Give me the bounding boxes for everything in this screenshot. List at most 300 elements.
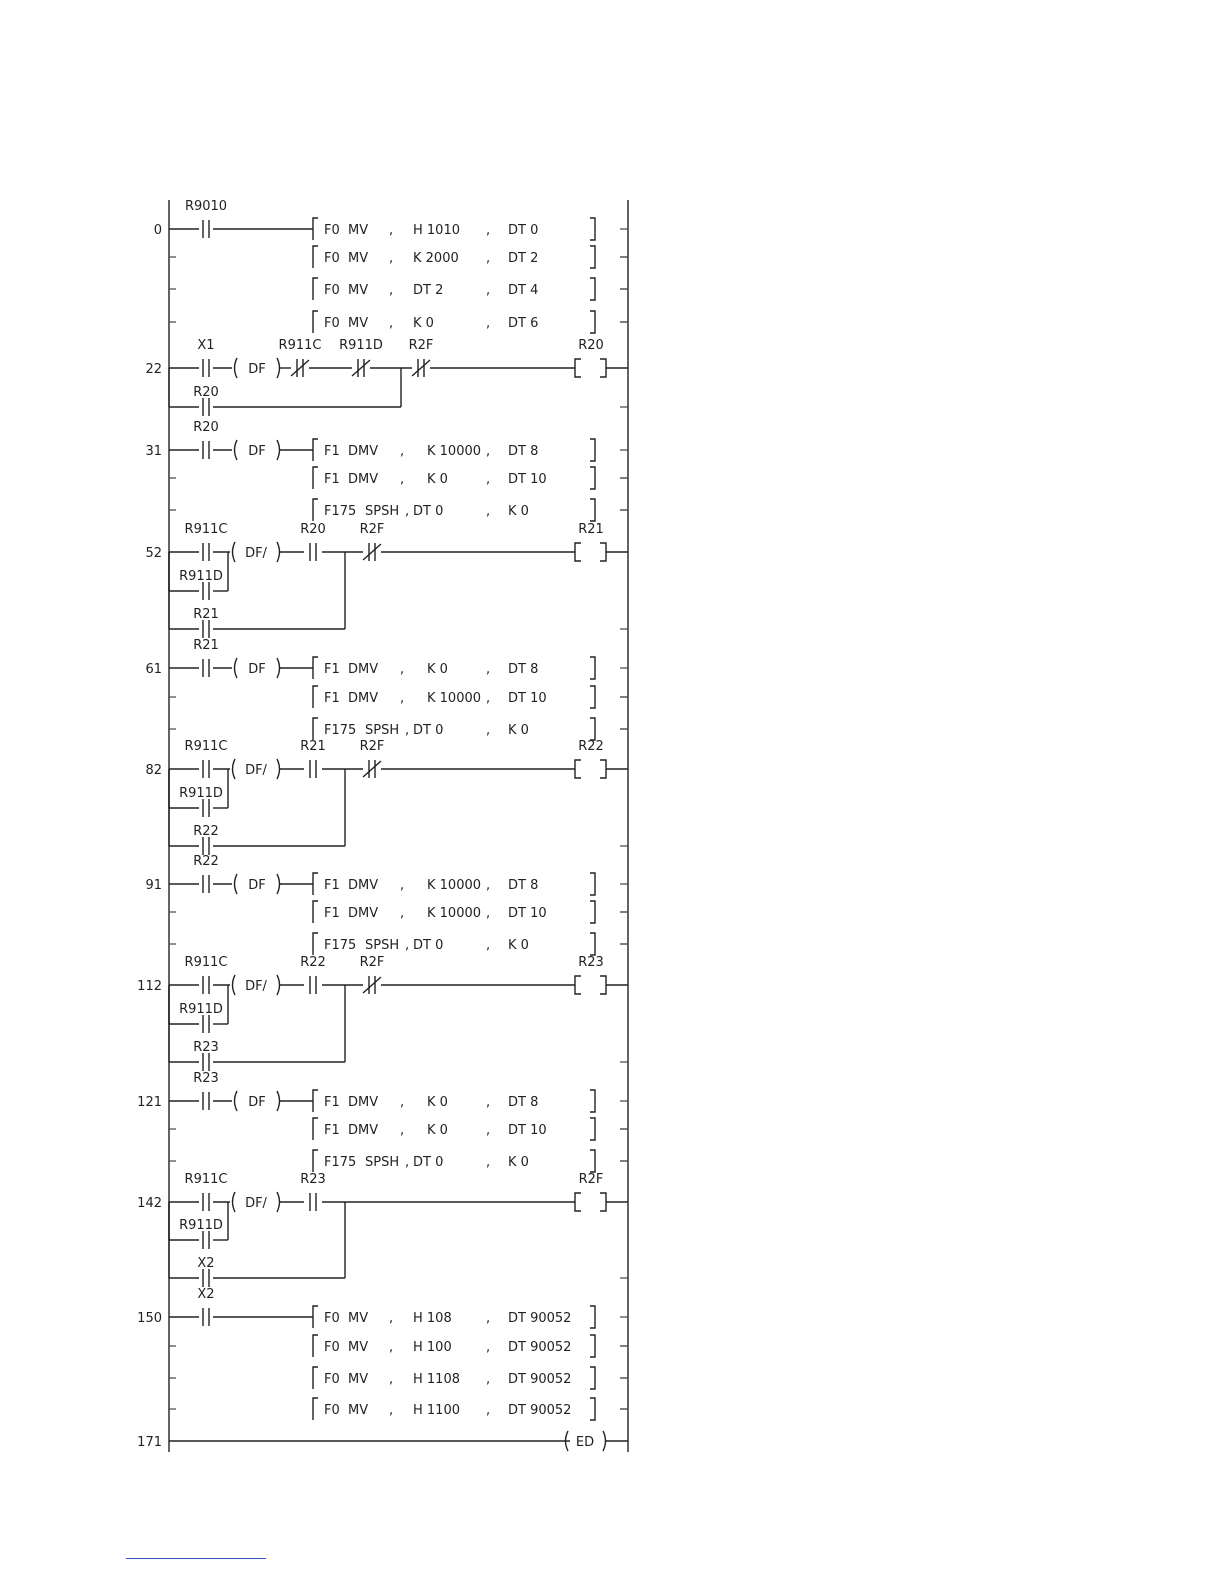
df-label: DF <box>248 878 266 893</box>
separator: , <box>405 938 410 953</box>
coil-left <box>575 976 581 994</box>
series-contact-label: R2F <box>359 522 385 537</box>
instr-bracket-right <box>590 1118 595 1140</box>
instr-function: F175 <box>324 723 357 738</box>
instr-bracket-right <box>590 1150 595 1172</box>
instr-operand-a: DT 0 <box>413 723 444 738</box>
instr-bracket-left <box>313 218 318 240</box>
coil-left <box>575 760 581 778</box>
separator: , <box>389 223 394 238</box>
instruction-0 <box>313 1306 628 1328</box>
instr-bracket-left <box>313 278 318 300</box>
separator: , <box>486 1340 491 1355</box>
footnote-rule <box>126 1558 266 1559</box>
instr-operand-a: K 0 <box>427 662 448 677</box>
instruction-3 <box>313 311 628 333</box>
instr-operator: SPSH <box>365 938 400 953</box>
contact-label: X2 <box>197 1287 215 1302</box>
instr-operand-a: H 108 <box>413 1311 452 1326</box>
instr-bracket-right <box>590 1367 595 1389</box>
separator: , <box>389 1403 394 1418</box>
separator: , <box>486 878 491 893</box>
no-contact <box>203 1015 209 1033</box>
instr-operand-b: DT 4 <box>508 283 539 298</box>
df-label: DF/ <box>245 546 267 561</box>
separator: , <box>486 1372 491 1387</box>
df-label: DF/ <box>245 1196 267 1211</box>
separator: , <box>400 691 405 706</box>
instr-bracket-left <box>313 1306 318 1328</box>
instruction-1 <box>313 1335 628 1357</box>
rung-121 <box>137 1071 628 1172</box>
separator: , <box>389 1311 394 1326</box>
right-paren <box>277 542 280 562</box>
instr-operand-b: DT 10 <box>508 472 547 487</box>
contact-label: R22 <box>193 854 219 869</box>
separator: , <box>405 504 410 519</box>
instr-bracket-right <box>590 278 595 300</box>
instr-function: F1 <box>324 444 340 459</box>
instr-operand-b: DT 0 <box>508 223 539 238</box>
step-number: 121 <box>137 1095 162 1110</box>
separator: , <box>486 1311 491 1326</box>
instr-operator: DMV <box>348 906 379 921</box>
instr-function: F0 <box>324 1311 340 1326</box>
instr-bracket-right <box>590 499 595 521</box>
step-number: 171 <box>137 1435 162 1450</box>
instr-function: F0 <box>324 316 340 331</box>
instr-operand-b: DT 10 <box>508 691 547 706</box>
instr-operand-b: DT 90052 <box>508 1372 572 1387</box>
instr-bracket-left <box>313 1090 318 1112</box>
separator: , <box>486 906 491 921</box>
contact-label: R911C <box>184 739 228 754</box>
rung-112 <box>137 955 628 1071</box>
instr-operand-a: K 10000 <box>427 691 482 706</box>
instruction-2 <box>313 1367 628 1389</box>
instr-function: F0 <box>324 223 340 238</box>
instr-operator: MV <box>348 283 369 298</box>
separator: , <box>400 1095 405 1110</box>
instr-operator: MV <box>348 316 369 331</box>
step-number: 150 <box>137 1311 162 1326</box>
instruction-0 <box>313 218 628 240</box>
parallel-contact-label: R911D <box>179 786 223 801</box>
no-contact <box>203 1193 209 1211</box>
no-contact <box>310 543 316 561</box>
series-contact-label: R2F <box>408 338 434 353</box>
instr-function: F1 <box>324 691 340 706</box>
instr-operand-b: K 0 <box>508 723 529 738</box>
nc-contact <box>363 543 381 561</box>
separator: , <box>486 723 491 738</box>
rung-52 <box>145 522 628 638</box>
no-contact <box>203 543 209 561</box>
instr-function: F0 <box>324 1403 340 1418</box>
contact-slash <box>412 360 430 376</box>
instr-operator: MV <box>348 1311 369 1326</box>
instruction-2 <box>313 933 628 955</box>
left-paren <box>235 1091 238 1111</box>
instr-operator: DMV <box>348 878 379 893</box>
seal-contact-label: X2 <box>197 1256 215 1271</box>
seal-contact-label: R22 <box>193 824 219 839</box>
nc-contact <box>352 359 370 377</box>
separator: , <box>486 1403 491 1418</box>
instr-operand-a: H 1108 <box>413 1372 460 1387</box>
instr-operator: MV <box>348 223 369 238</box>
instr-function: F175 <box>324 1155 357 1170</box>
instruction-2 <box>313 1150 628 1172</box>
right-paren <box>277 975 280 995</box>
separator: , <box>389 316 394 331</box>
instr-bracket-right <box>590 718 595 740</box>
instr-bracket-right <box>590 933 595 955</box>
no-contact <box>203 1092 209 1110</box>
no-contact <box>203 659 209 677</box>
series-contact-label: R23 <box>300 1172 326 1187</box>
instr-bracket-right <box>590 246 595 268</box>
instr-function: F1 <box>324 1123 340 1138</box>
separator: , <box>486 251 491 266</box>
no-contact <box>203 220 209 238</box>
instr-function: F0 <box>324 1372 340 1387</box>
instr-operand-a: DT 2 <box>413 283 444 298</box>
instr-operator: DMV <box>348 1123 379 1138</box>
series-contact-label: R20 <box>300 522 326 537</box>
rung-61 <box>145 638 628 740</box>
separator: , <box>389 1372 394 1387</box>
instr-operand-b: DT 10 <box>508 906 547 921</box>
instr-bracket-left <box>313 933 318 955</box>
instr-operand-a: K 0 <box>427 1095 448 1110</box>
instr-bracket-right <box>590 311 595 333</box>
instruction-1 <box>313 467 628 489</box>
instr-operand-b: DT 90052 <box>508 1340 572 1355</box>
coil-left <box>575 1193 581 1211</box>
instr-operand-b: DT 8 <box>508 1095 539 1110</box>
coil-right <box>600 543 606 561</box>
no-contact <box>203 359 209 377</box>
end-label: ED <box>575 1435 595 1450</box>
contact-label: R23 <box>193 1071 219 1086</box>
instr-operand-b: K 0 <box>508 938 529 953</box>
instr-function: F0 <box>324 283 340 298</box>
separator: , <box>389 251 394 266</box>
separator: , <box>486 223 491 238</box>
instruction-1 <box>313 246 628 268</box>
separator: , <box>486 504 491 519</box>
instr-bracket-left <box>313 1398 318 1420</box>
instr-operator: MV <box>348 1372 369 1387</box>
separator: , <box>400 1123 405 1138</box>
contact-slash <box>352 360 370 376</box>
instr-bracket-right <box>590 218 595 240</box>
nc-contact <box>363 760 381 778</box>
series-contact-label: R2F <box>359 955 385 970</box>
coil-right <box>600 359 606 377</box>
instr-bracket-right <box>590 439 595 461</box>
no-contact <box>310 1193 316 1211</box>
instr-operand-a: K 10000 <box>427 444 482 459</box>
df-label: DF <box>248 662 266 677</box>
instr-function: F175 <box>324 938 357 953</box>
instruction-1 <box>313 1118 628 1140</box>
instr-operator: SPSH <box>365 723 400 738</box>
instr-bracket-right <box>590 873 595 895</box>
parallel-contact-label: R911D <box>179 569 223 584</box>
instr-operand-b: K 0 <box>508 504 529 519</box>
nc-contact <box>363 976 381 994</box>
rung-82 <box>145 739 628 855</box>
contact-label: R911C <box>184 522 228 537</box>
instr-bracket-left <box>313 311 318 333</box>
instr-bracket-left <box>313 901 318 923</box>
left-paren <box>233 542 236 562</box>
instr-bracket-left <box>313 467 318 489</box>
coil-label: R2F <box>578 1172 604 1187</box>
df-label: DF <box>248 1095 266 1110</box>
instr-operand-a: H 1100 <box>413 1403 460 1418</box>
contact-slash <box>291 360 309 376</box>
instr-function: F175 <box>324 504 357 519</box>
instruction-0 <box>313 439 628 461</box>
instr-operand-b: DT 2 <box>508 251 539 266</box>
coil-right <box>600 760 606 778</box>
instr-operand-a: H 1010 <box>413 223 460 238</box>
step-number: 112 <box>137 979 162 994</box>
left-paren <box>235 658 238 678</box>
instr-operand-b: K 0 <box>508 1155 529 1170</box>
instr-operand-a: K 0 <box>427 472 448 487</box>
separator: , <box>400 906 405 921</box>
coil-right <box>600 1193 606 1211</box>
separator: , <box>486 662 491 677</box>
instr-operator: DMV <box>348 662 379 677</box>
instruction-2 <box>313 718 628 740</box>
parallel-contact-label: R911D <box>179 1002 223 1017</box>
separator: , <box>486 444 491 459</box>
no-contact <box>203 799 209 817</box>
coil-left <box>575 543 581 561</box>
left-paren <box>233 1192 236 1212</box>
contact-label: R911C <box>184 955 228 970</box>
no-contact <box>203 620 209 638</box>
step-number: 61 <box>145 662 162 677</box>
instr-operand-b: DT 90052 <box>508 1311 572 1326</box>
parallel-contact-label: R911D <box>179 1218 223 1233</box>
instr-bracket-right <box>590 657 595 679</box>
separator: , <box>389 1340 394 1355</box>
separator: , <box>486 472 491 487</box>
instr-bracket-left <box>313 686 318 708</box>
step-number: 0 <box>153 223 162 238</box>
separator: , <box>405 723 410 738</box>
instr-operand-a: H 100 <box>413 1340 452 1355</box>
separator: , <box>405 1155 410 1170</box>
no-contact <box>310 760 316 778</box>
no-contact <box>203 441 209 459</box>
instr-operator: DMV <box>348 691 379 706</box>
instruction-1 <box>313 901 628 923</box>
no-contact <box>203 837 209 855</box>
df-label: DF/ <box>245 979 267 994</box>
instr-operand-b: DT 8 <box>508 444 539 459</box>
df-label: DF <box>248 444 266 459</box>
left-paren <box>233 759 236 779</box>
contact-slash <box>363 977 381 993</box>
left-paren <box>235 874 238 894</box>
instruction-2 <box>313 499 628 521</box>
instr-operator: DMV <box>348 444 379 459</box>
instr-operand-a: DT 0 <box>413 504 444 519</box>
instr-operator: SPSH <box>365 1155 400 1170</box>
right-paren <box>603 1431 606 1451</box>
instr-operand-b: DT 90052 <box>508 1403 572 1418</box>
right-paren <box>277 759 280 779</box>
nc-contact <box>291 359 309 377</box>
separator: , <box>400 662 405 677</box>
contact-slash <box>363 761 381 777</box>
separator: , <box>486 1123 491 1138</box>
instr-bracket-left <box>313 873 318 895</box>
right-paren <box>277 874 280 894</box>
contact-label: R9010 <box>184 199 228 214</box>
no-contact <box>203 976 209 994</box>
instr-bracket-right <box>590 1398 595 1420</box>
instr-operator: SPSH <box>365 504 400 519</box>
no-contact <box>203 760 209 778</box>
separator: , <box>486 1155 491 1170</box>
instruction-0 <box>313 1090 628 1112</box>
instr-operator: MV <box>348 1340 369 1355</box>
instr-operator: DMV <box>348 472 379 487</box>
series-contact-label: R911D <box>339 338 383 353</box>
rung-22 <box>145 338 628 416</box>
instr-bracket-left <box>313 1118 318 1140</box>
rung-171 <box>137 1431 628 1451</box>
separator: , <box>486 938 491 953</box>
separator: , <box>400 878 405 893</box>
instruction-0 <box>313 873 628 895</box>
rung-142 <box>137 1172 628 1287</box>
instr-bracket-left <box>313 718 318 740</box>
instr-bracket-left <box>313 1367 318 1389</box>
instr-function: F0 <box>324 251 340 266</box>
df-label: DF <box>248 362 266 377</box>
instr-operand-a: K 10000 <box>427 878 482 893</box>
instr-bracket-right <box>590 1090 595 1112</box>
instr-function: F1 <box>324 662 340 677</box>
separator: , <box>486 283 491 298</box>
contact-label: R20 <box>193 420 219 435</box>
instr-operator: MV <box>348 1403 369 1418</box>
step-number: 142 <box>137 1196 162 1211</box>
instr-bracket-left <box>313 499 318 521</box>
instr-bracket-right <box>590 686 595 708</box>
instr-operand-a: K 2000 <box>413 251 459 266</box>
right-paren <box>277 440 280 460</box>
instr-operand-a: K 0 <box>413 316 434 331</box>
rung-91 <box>145 854 628 955</box>
right-paren <box>277 1192 280 1212</box>
coil-label: R22 <box>578 739 604 754</box>
instr-bracket-right <box>590 901 595 923</box>
df-label: DF/ <box>245 763 267 778</box>
nc-contact <box>412 359 430 377</box>
separator: , <box>400 472 405 487</box>
rung-0 <box>154 199 628 333</box>
right-paren <box>277 1091 280 1111</box>
series-contact-label: R911C <box>278 338 322 353</box>
coil-label: R21 <box>578 522 604 537</box>
instr-bracket-left <box>313 1335 318 1357</box>
no-contact <box>203 1231 209 1249</box>
instr-operand-a: DT 0 <box>413 938 444 953</box>
no-contact <box>203 1269 209 1287</box>
series-contact-label: R2F <box>359 739 385 754</box>
no-contact <box>203 875 209 893</box>
seal-contact-label: R23 <box>193 1040 219 1055</box>
separator: , <box>486 691 491 706</box>
contact-label: R21 <box>193 638 219 653</box>
instr-function: F0 <box>324 1340 340 1355</box>
seal-contact-label: R20 <box>193 385 219 400</box>
instr-operand-a: K 10000 <box>427 906 482 921</box>
instr-operator: DMV <box>348 1095 379 1110</box>
series-contact-label: R22 <box>300 955 326 970</box>
instr-bracket-left <box>313 1150 318 1172</box>
rung-31 <box>145 420 628 521</box>
instruction-3 <box>313 1398 628 1420</box>
instr-bracket-right <box>590 1306 595 1328</box>
no-contact <box>203 1053 209 1071</box>
rung-150 <box>137 1287 628 1420</box>
separator: , <box>400 444 405 459</box>
instruction-1 <box>313 686 628 708</box>
separator: , <box>486 1095 491 1110</box>
instr-function: F1 <box>324 906 340 921</box>
instr-function: F1 <box>324 472 340 487</box>
instr-bracket-left <box>313 246 318 268</box>
coil-left <box>575 359 581 377</box>
instruction-2 <box>313 278 628 300</box>
separator: , <box>486 316 491 331</box>
step-number: 91 <box>145 878 162 893</box>
coil-label: R23 <box>578 955 604 970</box>
instr-bracket-right <box>590 467 595 489</box>
step-number: 31 <box>145 444 162 459</box>
instr-function: F1 <box>324 1095 340 1110</box>
step-number: 82 <box>145 763 162 778</box>
left-paren <box>235 440 238 460</box>
instr-function: F1 <box>324 878 340 893</box>
contact-slash <box>363 544 381 560</box>
instr-bracket-right <box>590 1335 595 1357</box>
coil-label: R20 <box>578 338 604 353</box>
instr-bracket-left <box>313 657 318 679</box>
left-paren <box>235 358 238 378</box>
no-contact <box>203 582 209 600</box>
coil-right <box>600 976 606 994</box>
instr-operand-a: K 0 <box>427 1123 448 1138</box>
instruction-0 <box>313 657 628 679</box>
no-contact <box>203 398 209 416</box>
left-paren <box>233 975 236 995</box>
instr-operator: MV <box>348 251 369 266</box>
no-contact <box>310 976 316 994</box>
step-number: 22 <box>145 362 162 377</box>
